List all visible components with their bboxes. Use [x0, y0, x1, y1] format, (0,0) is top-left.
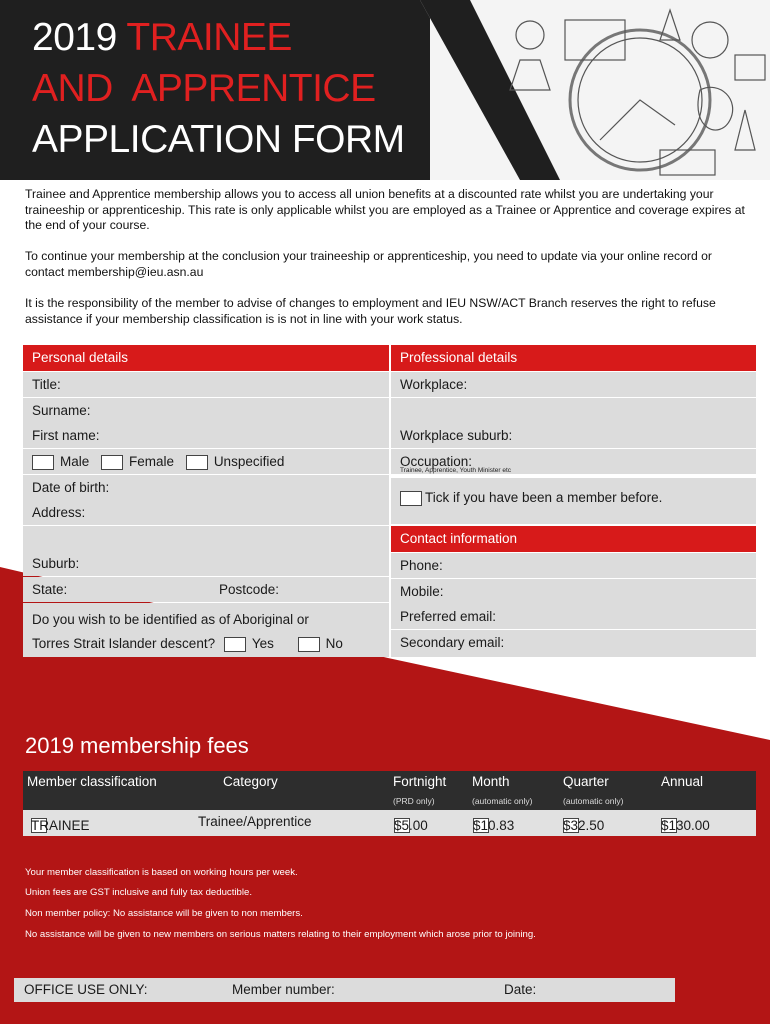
col-month-sub: (automatic only) [472, 796, 533, 806]
male-label: Male [60, 454, 90, 469]
male-checkbox[interactable] [32, 455, 54, 470]
surname-label: Surname: [32, 403, 91, 418]
gender-row [23, 449, 389, 474]
trainee-label: TRAINEE [31, 818, 90, 833]
aboriginal-no-checkbox[interactable] [298, 637, 320, 652]
phone-field[interactable] [391, 553, 756, 578]
preferred-email-label: Preferred email: [400, 609, 497, 624]
page-title-line-2: AND APPRENTICE [32, 67, 376, 110]
office-date-label: Date: [504, 982, 537, 997]
quarter-amount: $32.50 [563, 818, 605, 833]
yes-label: Yes [251, 636, 274, 651]
state-postcode-row[interactable] [23, 577, 389, 602]
col-month: Month [472, 774, 510, 789]
contact-information-heading: Contact information [391, 526, 756, 552]
surname-field[interactable] [23, 398, 389, 423]
page-title-line-3: APPLICATION FORM [32, 118, 405, 161]
office-use-bar [14, 978, 675, 1002]
address-label: Address: [32, 505, 86, 520]
first-name-field[interactable] [23, 423, 389, 448]
member-number-label: Member number: [232, 982, 335, 997]
aboriginal-question-text: Torres Strait Islander descent? [32, 636, 216, 651]
col-fortnight: Fortnight [393, 774, 447, 789]
workplace-label: Workplace: [400, 377, 468, 392]
intro-paragraph-2: To continue your membership at the conclusion your traineeship or apprenticeship, you need to update via your online record or contact membership@ieu.asn.au [25, 249, 712, 279]
title-trainee: TRAINEE [126, 16, 292, 59]
fortnight-amount: $5.00 [394, 818, 428, 833]
mobile-field[interactable] [391, 579, 756, 604]
workplace-line-2-field[interactable] [391, 398, 756, 423]
member-before-label: Tick if you have been a member before. [425, 490, 663, 505]
female-checkbox[interactable] [101, 455, 123, 470]
category-cell: Trainee/Apprentice [198, 814, 312, 829]
mobile-label: Mobile: [400, 584, 444, 599]
secondary-email-field[interactable] [391, 630, 756, 657]
col-annual: Annual [661, 774, 704, 789]
preferred-email-field[interactable] [391, 604, 756, 629]
col-classification: Member classification [27, 774, 157, 789]
intro-paragraph-3: It is the responsibility of the member to advise of changes to employment and IEU NSW/ACT Branch reserves the right to refuse assistance if your membership classification is is not in line with your work status. [25, 296, 716, 326]
note-non-member: Non member policy: No assistance will be given to non members. [25, 908, 303, 919]
title-field[interactable] [23, 372, 389, 397]
first-name-label: First name: [32, 428, 100, 443]
workplace-suburb-label: Workplace suburb: [400, 428, 513, 443]
aboriginal-question [23, 603, 389, 657]
state-label: State: [32, 582, 68, 597]
note-gst: Union fees are GST inclusive and fully tax deductible. [25, 887, 252, 898]
fees-table-header [23, 771, 756, 810]
education-illustration [420, 0, 770, 180]
occupation-hint: Trainee, Apprentice, Youth Minister etc [400, 467, 512, 474]
title-label: Title: [32, 377, 61, 392]
suburb-field[interactable] [23, 551, 389, 576]
annual-amount: $130.00 [661, 818, 710, 833]
no-label: No [325, 636, 343, 651]
membership-fees-title: 2019 membership fees [25, 733, 249, 758]
address-line-2-field[interactable] [23, 526, 389, 551]
col-quarter: Quarter [563, 774, 609, 789]
title-year: 2019 [32, 16, 117, 59]
page-title-line-1 [32, 16, 292, 60]
postcode-label: Postcode: [219, 582, 280, 597]
col-fortnight-sub: (PRD only) [393, 796, 435, 806]
unspecified-checkbox[interactable] [186, 455, 208, 470]
unspecified-label: Unspecified [213, 454, 285, 469]
aboriginal-question-line-1: Do you wish to be identified as of Aboriginal or [32, 612, 309, 627]
date-of-birth-label: Date of birth: [32, 480, 110, 495]
female-label: Female [129, 454, 175, 469]
date-of-birth-field[interactable] [23, 475, 389, 500]
note-classification: Your member classification is based on working hours per week. [25, 867, 298, 878]
aboriginal-question-line-2 [32, 631, 343, 656]
office-use-label: OFFICE USE ONLY: [24, 982, 148, 997]
personal-details-heading: Personal details [23, 345, 389, 371]
professional-details-heading: Professional details [391, 345, 756, 371]
fees-table-row [23, 810, 756, 836]
occupation-label: Occupation: [400, 454, 473, 469]
month-amount: $10.83 [473, 818, 515, 833]
aboriginal-yes-checkbox[interactable] [224, 637, 246, 652]
member-before-row [391, 478, 756, 524]
secondary-email-label: Secondary email: [400, 635, 505, 650]
workplace-field[interactable] [391, 372, 756, 397]
workplace-suburb-field[interactable] [391, 423, 756, 448]
suburb-label: Suburb: [32, 556, 80, 571]
address-field[interactable] [23, 500, 389, 525]
intro-paragraph-1: Trainee and Apprentice membership allows you to access all union benefits at a discounted rate whilst you are undertaking your traineeship or apprenticeship. This rate is only applicable whilst you are employed as a Trainee or Apprentice and coverage expires at the end of your course. [25, 187, 745, 233]
col-category: Category [223, 774, 278, 789]
phone-label: Phone: [400, 558, 443, 573]
member-before-checkbox[interactable] [400, 491, 422, 506]
note-new-members: No assistance will be given to new members on serious matters relating to their employment which arose prior to joining. [25, 929, 536, 940]
col-quarter-sub: (automatic only) [563, 796, 624, 806]
